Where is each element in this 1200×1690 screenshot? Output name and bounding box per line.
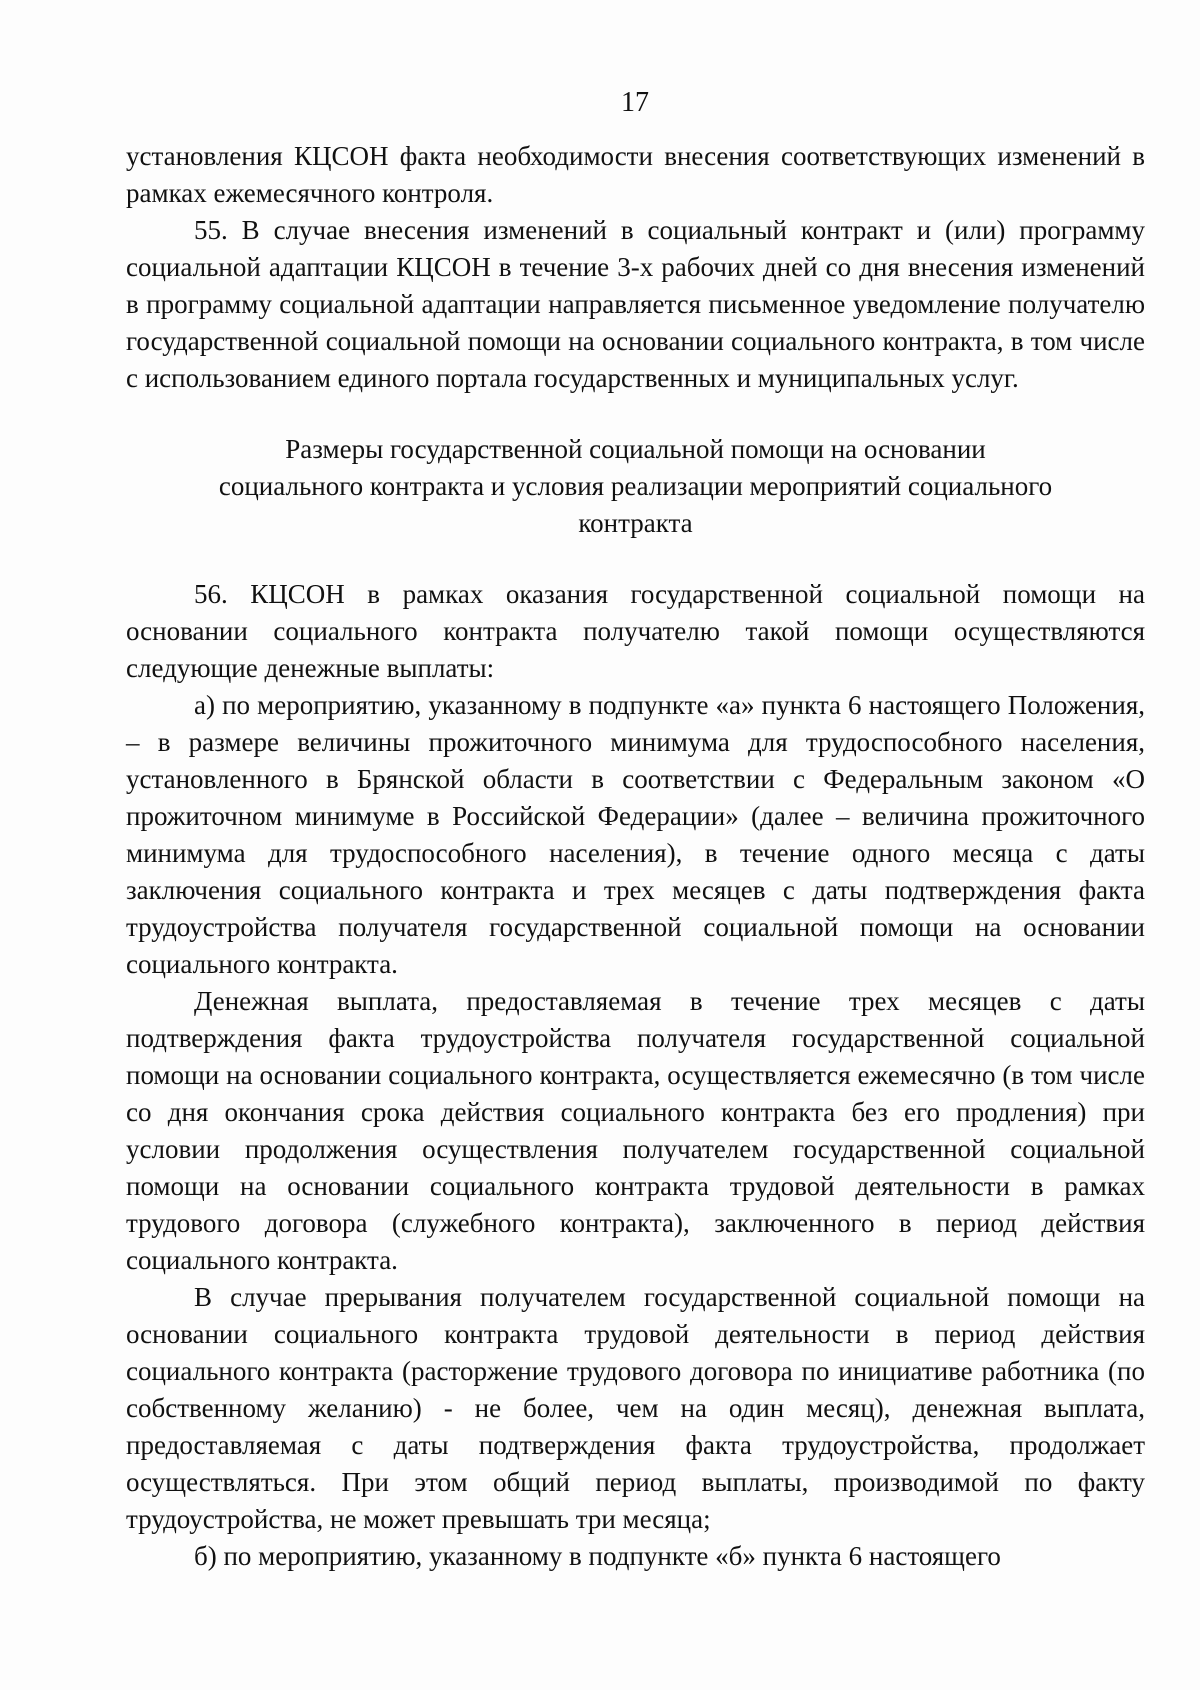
section-heading: Размеры государственной социальной помощи на основании социального контракта и условия реализации мероприятий социального контракта [218, 434, 1053, 538]
paragraph-56: 56. КЦСОН в рамках оказания государственной социальной помощи на основании социального контракта получателю такой помощи осуществляются следующие денежные выплаты: [126, 579, 1145, 683]
paragraph-continuation: установления КЦСОН факта необходимости внесения соответствующих изменений в рамках ежемесячного контроля. [126, 141, 1145, 208]
paragraph-payment-details: Денежная выплата, предоставляемая в течение трех месяцев с даты подтверждения факта трудоустройства получателя государственной социальной помощи на основании социального контракта, осуществляется ежемесячно (в том числе со дня окончания срока действия социального контракта без его продления) при условии продолжения осуществления получателем государственной социальной помощи на основании социального контракта трудовой деятельности в рамках трудового договора (служебного контракта), заключенного в период действия социального контракта. [126, 986, 1145, 1275]
paragraph-employment-interruption: В случае прерывания получателем государственной социальной помощи на основании социального контракта трудовой деятельности в период действия социального контракта (расторжение трудового договора по инициативе работника (по собственному желанию) - не более, чем на один месяц), денежная выплата, предоставляемая с даты подтверждения факта трудоустройства, продолжает осуществляться. При этом общий период выплаты, производимой по факту трудоустройства, не может превышать три месяца; [126, 1282, 1145, 1534]
paragraph-55: 55. В случае внесения изменений в социальный контракт и (или) программу социальной адаптации КЦСОН в течение 3-х рабочих дней со дня внесения изменений в программу социальной адаптации направляется письменное уведомление получателю государственной социальной помощи на основании социального контракта, в том числе с использованием единого портала государственных и муниципальных услуг. [126, 215, 1145, 393]
paragraph-56-b: б) по мероприятию, указанному в подпункте «б» пункта 6 настоящего [194, 1541, 1001, 1571]
document-body [126, 138, 1145, 1575]
page-number: 17 [621, 87, 649, 118]
paragraph-56-a: а) по мероприятию, указанному в подпункте «а» пункта 6 настоящего Положения, – в размере величины прожиточного минимума для трудоспособного населения, установленного в Брянской области в соответствии с Федеральным законом «О прожиточном минимуме в Российской Федерации» (далее – величина прожиточного минимума для трудоспособного населения), в течение одного месяца с даты заключения социального контракта и трех месяцев с даты подтверждения факта трудоустройства получателя государственной социальной помощи на основании социального контракта. [126, 690, 1145, 979]
